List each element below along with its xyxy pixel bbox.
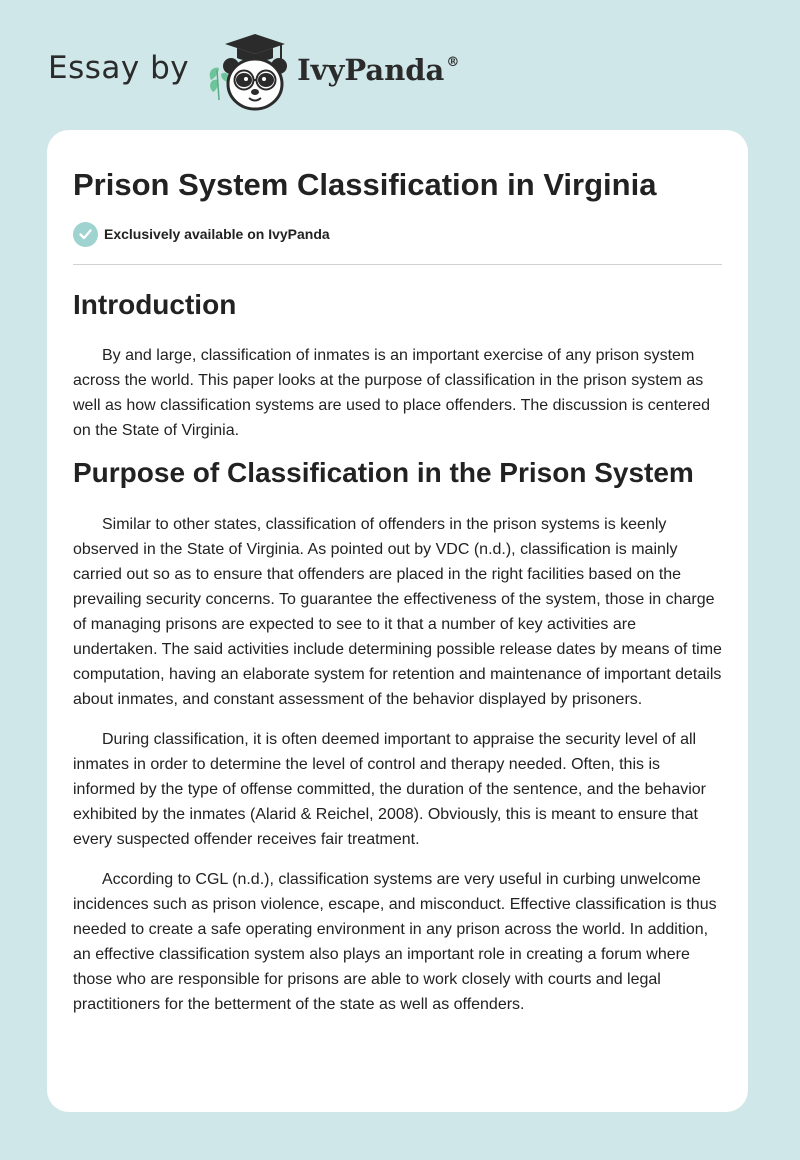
paragraph: During classification, it is often deemed important to appraise the security level of all inmates in order to determine the level of control and therapy needed. Often, this is informed by the type of offense committed, the duration of the sentence, and the behavior exhibited by the inmates (Alarid & Reichel, 2008). Obviously, this is meant to ensure that every suspected offender receives fair treatment. [73,731,706,848]
paragraph: By and large, classification of inmates is an important exercise of any prison system across the world. This paper looks at the purpose of classification in the prison system as well as how classification systems are used to place offenders. The discussion is centered on the State of Virginia. [73,347,711,439]
brand-name[interactable] [297,53,459,87]
brand-prefix: Essay by [48,50,190,86]
page-title: Prison System Classification in Virginia [73,167,657,202]
brand-name-text: IvyPanda [297,53,445,87]
registered-mark: ® [446,55,460,70]
section-heading-introduction: Introduction [73,289,237,320]
section-heading-purpose: Purpose of Classification in the Prison System [73,457,694,488]
exclusive-label: Exclusively available on IvyPanda [104,226,330,242]
check-badge-icon [73,222,98,247]
paragraph: According to CGL (n.d.), classification systems are very useful in curbing unwelcome incidences such as prison violence, escape, and misconduct. Effective classification is thus needed to create a safe operating environment in any prison across the world. In addition, an effective classification system also plays an important role in creating a forum where those who are responsible for prisons are able to work closely with courts and legal practitioners for the betterment of the state as well as offenders. [73,871,717,1013]
exclusive-notice [73,221,722,247]
panda-graduate-logo-icon[interactable] [205,30,293,114]
essay-card [47,130,748,1112]
site-header [48,30,459,114]
title-divider [73,264,722,265]
paragraph: Similar to other states, classification of offenders in the prison systems is keenly observed in the State of Virginia. As pointed out by VDC (n.d.), classification is mainly carried out so as to ensure that offenders are placed in the right facilities based on the prevailing security concerns. To guarantee the effectiveness of the system, those in charge of managing prisons are expected to see to it that a number of key activities are undertaken. The said activities include determining possible release dates by means of time computation, having an elaborate system for retention and maintenance of important details about inmates, and constant assessment of the behavior displayed by prisoners. [73,516,722,708]
